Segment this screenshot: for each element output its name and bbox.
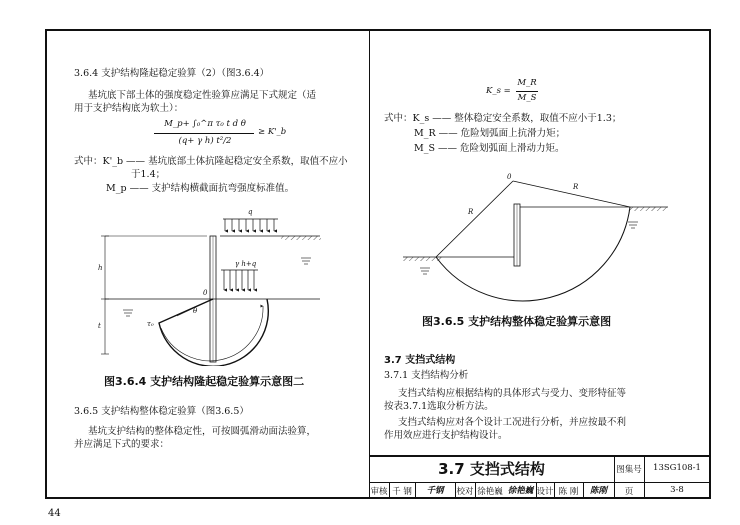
label-gh-q: γ h+q <box>235 260 257 268</box>
atlas-number: 13SG108-1 <box>653 463 701 473</box>
where-line: M_S —— 危险划弧面上滑动力矩。 <box>414 143 565 154</box>
formula-2-lhs: K_s = <box>486 86 511 96</box>
where-line: 于1.4； <box>131 169 166 180</box>
atlas-label: 图集号 <box>616 465 642 475</box>
paragraph-line: 并应满足下式的要求： <box>74 439 170 450</box>
review-signature: 千钢 <box>426 486 444 496</box>
where-line: 式中：K'_b —— 基坑底部土体抗隆起稳定安全系数，取值不应小 <box>74 156 348 167</box>
check-label: 校对 <box>456 487 474 497</box>
design-name: 陈 刚 <box>558 487 579 497</box>
paragraph-line: 作用效应进行支护结构设计。 <box>384 430 508 441</box>
paragraph-line: 支挡式结构应根据结构的具体形式与受力、变形特征等 <box>398 388 627 399</box>
paragraph-line: 基坑底下部土体的强度稳定性验算应满足下式规定（适 <box>88 90 317 101</box>
formula-1-bar <box>154 133 254 134</box>
page-number-cell: 3-8 <box>670 485 684 495</box>
paragraph-line: 基坑支护结构的整体稳定性，可按圆弧滑动面法验算， <box>88 426 317 437</box>
uplift-stability-diagram <box>95 198 335 366</box>
design-signature: 陈刚 <box>589 486 607 496</box>
label-q: q <box>248 208 253 216</box>
label-origin: 0 <box>507 173 512 181</box>
label-radius-right: R <box>573 183 579 191</box>
where-line: M_R —— 危险划弧面上抗滑力矩； <box>414 128 566 139</box>
check-name: 徐艳巍 <box>477 487 503 497</box>
paragraph-line: 按表3.7.1选取分析方法。 <box>384 401 494 412</box>
label-t: t <box>98 322 101 330</box>
section-3-6-4-title: 3.6.4 支护结构隆起稳定验算（2）（图3.6.4） <box>74 68 270 79</box>
where-line: 式中：K_s —— 整体稳定安全系数，取值不应小于1.3； <box>384 113 622 124</box>
figure-3-6-5-caption: 图3.6.5 支护结构整体稳定验算示意图 <box>422 315 612 328</box>
review-label: 审核 <box>370 487 388 497</box>
formula-2-denominator: M_S <box>517 93 537 103</box>
formula-1-rhs: ≥ K'_b <box>258 127 287 137</box>
label-h: h <box>98 264 103 272</box>
paragraph-line: 支挡式结构应对各个设计工况进行分析，并应按最不利 <box>398 417 627 428</box>
formula-2-bar <box>516 91 538 92</box>
design-label: 设计 <box>536 487 554 497</box>
page-number: 44 <box>48 508 61 519</box>
check-signature: 徐艳巍 <box>507 486 534 496</box>
formula-1-numerator: M_p+ ∫₀^π τ₀ t d θ <box>164 119 246 129</box>
label-tau: τ₀ <box>147 320 154 328</box>
page-label: 页 <box>624 487 634 497</box>
formula-2-numerator: M_R <box>517 78 537 88</box>
paragraph-line: 用于支护结构底为软土）： <box>74 103 184 114</box>
titleblock-title: 3.7 支挡式结构 <box>438 460 545 478</box>
where-line: M_p —— 支护结构横截面抗弯强度标准值。 <box>106 183 295 194</box>
review-name: 千 钢 <box>392 487 412 497</box>
column-divider <box>369 31 370 455</box>
figure-3-6-4-caption: 图3.6.4 支护结构隆起稳定验算示意图二 <box>104 375 305 388</box>
overall-stability-diagram <box>398 170 678 315</box>
label-origin: 0 <box>203 289 208 297</box>
section-3-6-5-title: 3.6.5 支护结构整体稳定验算（图3.6.5） <box>74 406 249 417</box>
section-3-7-1-title: 3.7.1 支挡结构分析 <box>384 370 469 381</box>
label-theta: θ <box>193 307 198 315</box>
label-radius-left: R <box>468 208 474 216</box>
section-3-7-title: 3.7 支挡式结构 <box>384 355 456 366</box>
formula-1-denominator: (q+ γ h) t²/2 <box>178 136 232 146</box>
